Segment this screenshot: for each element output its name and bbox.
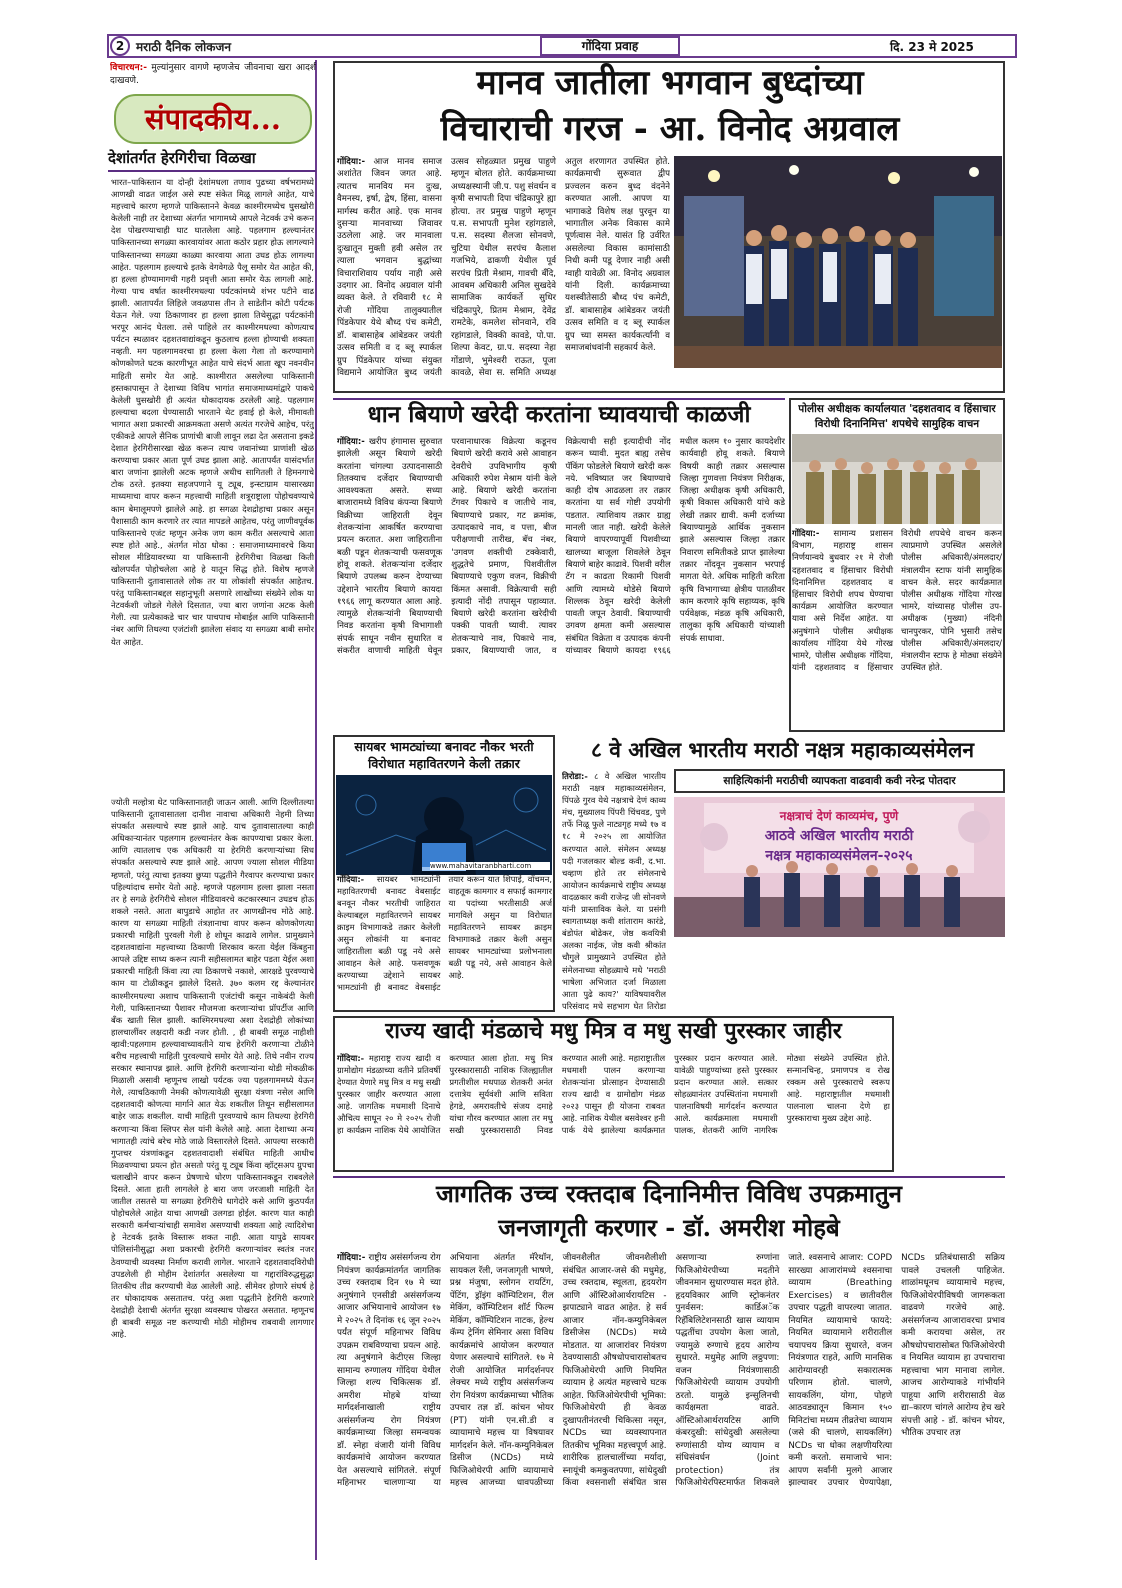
lead-headline-line2: विचाराची गरज - आ. विनोद अग्रवाल: [440, 109, 900, 149]
seed-dateline: गोंदिया:-: [337, 437, 365, 447]
police-dateline: गोंदिया:-: [792, 528, 820, 538]
newspaper-name: मराठी दैनिक लोकजन: [136, 40, 232, 54]
sahitya-subhead: साहित्यिकांनी मराठीची व्यापकता वाढवावी कवी नरेन्द्र पोतदार: [723, 775, 956, 787]
health-headline-line1: जागतिक उच्च रक्तदाब दिनानिमीत्त विविध उपक्रमातुन: [436, 1179, 902, 1208]
lead-body: [337, 156, 670, 390]
police-photo-illustration: [792, 434, 1002, 524]
sahitya-photo: [674, 797, 1005, 937]
editorial-divider: [108, 170, 316, 172]
editorial-body-2: ज्योती मल्होत्रा थेट पाकिस्तानातही जाऊन आली. आणि दिल्लीतल्या पाकिस्तानी दूतावासातला दानीश नावाचा अधिकारी नेहमी तिच्या संपर्कात असल्याचे स्पष्ट झाले आहे. याच दुतावासातल्या काही अधिकाऱ्यानंतर पहलगाम हल्ल्यानंतर केक कापण्याचा प्रकार केला. आणि त्यातलाच एक अधिकारी या हेरगिरी करणाऱ्यांच्या सिध संपर्कात असल्याचे स्पष्ट झाले आहे. आपण ज्याला सोशल मीडिया म्हणतो, परंतु त्याचा इतक्या छुप्या पद्धतीने गैरवापर करण्याचा प्रकार पहिल्यांदाच समोर येतो आहे. म्हणजे पहलगाम हल्ला झाला नसता तर हे सगळे हेरगिरीचे सोशल मीडियावरचे कटकारस्थान उघडच होऊ शकले नसते. आता बापुडाचे आहोत तर आणखीनच मोठे आहे. कारण या सगळ्या माहिती तंत्रज्ञानाचा वापर करून कोणकोणत्या प्रकारची माहिती पुरवली गेली हे शोधून काढावे लागेल. प्रामुख्याने दहशतवाद्यांना महत्त्वाच्या ठिकाणी शिरकाव करता येईल किंबहुना आपले उद्दिष्ट साध्य करून त्यानी सहीसलामत बाहेर पडता येईल अशा प्रकारची माहिती किंवा त्या त्या ठिकाणचे नकाशे, आरक्षडे पुरवण्याचे काम या टोळीकडून झालेले दिसते. ३७० कलम रद्द केल्यानंतर काश्मीरमधल्या अशाच पाकिस्तानी एजंटांची कसून नाकेबंदी केली गेली, पाकिस्तानच्या पैशावर मौजमजा करणाऱ्यांचा प्रॉपर्टीज आणि बँक खाती सिल झाली. काश्मिरमधल्या अशा देशद्रोही लोकांच्या हालचालींवर लक्षदारी कडी नजर होती. , ही बाबवी समूळ नाहीशी व्हावी:पहलगाम हल्ल्यावाच्यावतीने याच हेरगिरी करणाऱ्या टोळीने बरीच महत्त्वाची माहिती पुरवल्याचे समोर येते आहे. तिथे नवीन राज्य सरकार स्थानापन्न झाले. आणि हेरगिरी करणाऱ्यांना थोडी मोकळीक मिळाली असावी म्हणूनच लाखो पर्यटक ज्या पहलगाममध्ये येऊन गेले, त्याचठिकाणी नेमकी कोणत्यावेळी सुरक्षा यंत्रणा नसेल आणि दहशतवादी कोणत्या मार्गाने आत येऊ शकतील तिथून सहीसलामत बाहेर जाऊ शकतील. याची माहिती पुरवण्याचे काम तिथल्या हेरगिरी करणाऱ्या किंवा स्लिपर सेल यांनी केलेले आहे. आता देशाच्या अन्य भागातही त्यांचे बरेच मोठे जाळे विस्तारलेले दिसते. आपल्या सरकारी गुप्तचर यंत्रणांकडून दहशतवादाशी संबंधित माहिती आधीच मिळवण्याचा प्रयत्न होत असतो परंतु यू ट्यूब किंवा व्हॉट्सअप ग्रुपचा चलाखीने वापर करून प्रेषणाचे धोरण पाकिस्तानकडून राबवलेले दिसते. आता हाती लागलेले हे बारा जण जरजाशी माहिती देत जातील तसतसे या सगळ्या हेरगिरीचे धागेदोरे कसे आणि कुठपर्यंत पोहोचलेले आहेत याचा आणखी उलगडा होईल. कारण यात काही सरकारी कर्मचाऱ्यांचाही समावेश असण्याची शक्यता आहे त्यादिशेचा हे नेटवर्क इतके विस्तारू शकत नाही. आता यापुढे सायबर पोलिसांनीसुद्धा अशा प्रकारची हेरगिरी करणाऱ्यांवर स्वतंत्र नजर ठेवण्याची व्यवस्था निर्माण करावी लागेल. भारताने दहशतवादविरोधी उपडलेली ही मोहीम देशांतर्गत असलेल्या या गद्दारांविरुद्धसुद्धा तितकीच तीव्र करण्याची वेळ आलेली आहे. सीमेवर होणारे संघर्ष हे तर धोकादायक असतातच. परंतु अशा पद्धतीने हेरगिरी करणारे देशद्रोही देशाची अंतर्गत सुरक्षा व्यवस्थाच पोखरत असतात. म्हणूनच ही बाबवी समूळ नष्ट करण्याची मोठी मोहीमच राबवावी लागणार आहे.: [111, 797, 314, 1340]
cyber-headline: सायबर भामट्यांच्या बनावट नौकर भरती विरोधात महावितरणने केली तक्रार: [354, 739, 534, 771]
khadi-body: [337, 1052, 890, 1170]
police-body-text: सामान्य प्रशासन विभाग, महाराष्ट्र शासन निर्णयान्वये बुधवार २१ मे रोजी दहशतवाद व हिंसाचार विरोधी दिनानिमित्त दहशतवाद व हिंसाचार विरोधी शपथ घेण्याचा कार्यक्रम आयोजित करण्यात यावा असे निर्देश आहेत. या अनुषंगाने पोलीस अधीक्षक कार्यालय गोंदिया येथे गोरख भामरे, पोलीस अधीक्षक गोंदिया, यांनी दहशतवाद व हिंसाचार विरोधी शपथेचे वाचन करून त्याप्रमाणे उपस्थित असलेले पोलीस अधिकारी/अंमलदार/मंत्रालयीन स्टाफ यांनी सामुहिक वाचन केले. सदर कार्यक्रमात पोलीस अधीक्षक गोंदिया गोरख भामरे, यांच्यासह पोलीस उप-अधीक्षक (मुख्या) नंदिनी चानपुरकर, पोनि भुसारी तसेच पोलीस अधिकारी/अंमलदार/मंत्रालयीन स्टाफ हे मोठ्या संख्येने उपस्थित होते.: [792, 528, 1002, 673]
police-photo: [792, 434, 1002, 524]
police-headline: पोलीस अधीक्षक कार्यालयात 'दहशतवाद व हिंसाचार विरोधी दिनानिमित्त' शपथेचे सामुहिक वाचन: [798, 403, 996, 430]
editorial-banner-text: संपादकीय...: [145, 102, 281, 136]
cyber-dateline: गोंदिया:-: [337, 874, 365, 884]
lead-body-text: आज मानव समाज अशांतेत जिवन जगत आहे. त्यातच मानविय मन दुःख, वैमनस्य, इर्षा, द्वेष, हिंसा, वासना मार्गस्थ करीत आहे. एक मानव दुसऱ्या मानवाच्या जिवावर उठलेला आहे. जर मानवाला दुःखातून मुक्ती हवी असेल तर त्याला भगवान बुद्धांच्या विचाराशिवाय पर्याय नाही असे उदगार आ. विनोद अग्रवाल यांनी व्यक्त केले. ते रविवारी १८ मे रोजी गोंदिया तालुक्यातील पिंडकेपार येथे बौध्द पंच कमेटी, डॉ. बाबासाहेब आंबेडकर जयंती उत्सव समिती व द ब्लू स्पार्कल ग्रुप पिंडकेपार यांच्या संयुक्त विद्यमाने आयोजित बुध्द जयंती उत्सव सोहळ्यात प्रमुख पाहुणे म्हणून बोलत होते. कार्यक्रमाच्या अध्यक्षस्थानी जी.प. पशु संवर्धन व कृषी सभापती दिपा चंद्रिकापुरे ह्या होत्या. तर प्रमुख पाहुणे म्हणून प.स. सभापती मुनेश रहांगडाले, प.स. सदस्या शैलजा सोनवणे, चुटिया येथील सरपंच कैलाश गजभिये, ढाकणी येथील पूर्व सरपंच प्रिती मेश्राम, गावची बँदि, आवबम अधिकारी अनिल सुखदेवे सामाजिक कार्यकर्ते सुधिर चंद्रिकापुरे, प्रितम मेश्राम, देवेंद्र रामटेके, कमलेश सोनवाने, रवि रहांगडाले, विक्की कावडे, पो.पा. शिल्पा केवट, ग्रा.प. सदस्या नेहा गोंडाणे, भुमेश्वरी राऊत, पूजा कावळे, सेवा स. समिति अध्यक्ष अतुल शरणागत उपस्थित होते. कार्यक्रमाची सुरूवात द्वीप प्रज्वलन करुन बुध्द वंदनेने करण्यात आली. आपण या भागाकडे विशेष लक्ष पुरवून या भागातील अनेक विकास कामे पूर्णत्वास नेले. यासंत हि उर्वरित असलेल्या विकास कामांसाठी निधी कमी पडू देणार नाही असी ग्वाही यावेळी आ. विनोद अग्रवाल यांनी दिली. कार्यक्रमाच्या यशस्वीतेसाठी बौध्द पंच कमेटी, डॉ. बाबासाहेब आंबेडकर जयंती उत्सव समिति व द ब्लू स्पार्कल ग्रुप च्या समस्त कार्यकर्त्यांनी व समाजबांधवांनी सहकार्य केले.: [337, 157, 670, 378]
lead-dateline: गोंदिया:-: [337, 157, 366, 167]
cyber-body-text: सायबर भामट्यांनी महावितरणची बनावट वेबसाईट बनवून नौकर भरतीची जाहिरात केल्याबद्दल महावितरणने सायबर क्राइम विभागाकडे तक्रार केलेली असुन लोकांनी या बनावट जाहिरातीला बळी पडू नये असे आवाहन केले आहे. फसवणूक करण्याच्या उद्देशाने सायबर भामट्यांनी ही बनावट वेबसाईट तयार करून यात शिपाई, वॉचमन, वाहतूक कामगार व सफाई कामगार या पदांच्या भरतीसाठी अर्ज मागविले असुन या विरोधात महावितरणने सायबर क्राइम विभागाकडे तक्रार केली असुन सायबर भामट्यांच्या प्रलोभनाला बळी पडू नये, असे आवाहन केले आहे.: [337, 874, 552, 992]
sahitya-dateline: तिरोडा:-: [562, 771, 588, 781]
seed-body: [337, 436, 785, 730]
editorial-banner: [114, 94, 312, 144]
section-name: गोंदिया प्रवाह: [540, 36, 680, 56]
hacker-illustration: [336, 775, 552, 875]
khadi-dateline: गोंदिया:-: [337, 1053, 365, 1063]
khadi-body-text: महाराष्ट्र राज्य खादी व ग्रामोद्योग मंडळाच्या वतीने प्रतिवर्षी देण्यात येणारे मधु मित्र व मधु सखी पुरस्कार जाहीर करण्यात आला आहे. जागतिक मधमाशी दिनाचे औचित्य साधून २० मे २०२५ रोजी हा कार्यक्रम नाशिक येथे आयोजित करण्यात आला होता. मधु मित्र पुरस्कारासाठी नाशिक जिल्ह्यातील प्रगतीशील मधपाळ शेतकरी अनंत दत्तात्रेय सूर्यवंशी आणि सविता हेगडे, अमरावतीचे संजय दमाहे यांचा गौरव करण्यात आला तर मधु सखी पुरस्कारासाठी निवड करण्यात आली आहे. महाराष्ट्रातील मधमाशी पालन करणाऱ्या शेतकऱ्यांना प्रोत्साहन देण्यासाठी राज्य खादी व ग्रामोद्योग मंडळ २०२३ पासून ही योजना राबवत आहे. नाशिक येथील बसवेश्वर हनी पार्क येथे झालेल्या कार्यक्रमात पुरस्कार प्रदान करण्यात आले. यावेळी पाहुण्यांच्या हस्ते पुरस्कार प्रदान करण्यात आले. सत्कार सोहळ्यानंतर उपस्थितांना मधमाशी पालनाविषयी मार्गदर्शन करण्यात आले. कार्यक्रमाला मधमाशी पालक, शेतकरी आणि नागरिक मोठ्या संख्येने उपस्थित होते. सन्मानचिन्ह, प्रमाणपत्र व रोख रक्कम असे पुरस्काराचे स्वरूप आहे. महाराष्ट्रातील मधमाशी पालनाला चालना देणे हा पुरस्काराचा मुख्य उद्देश आहे.: [337, 1053, 890, 1135]
seed-body-text: खरीप हंगामास सुरुवात झालेली असून बियाणे खरेदी करतांना चांगल्या उत्पादनासाठी तितक्याच दर्जेदार बियाण्याची आवश्यकता असते. सध्या बाजारामध्ये विविध कंपन्या बियाणे विक्रीच्या जाहिराती देवून शेतकऱ्यांना आकर्षित करण्याचा प्रयत्न करतात. अशा जाहिरातीना बळी पडून शेतकऱ्याची फसवणूक होवू शकते. शेतकऱ्यांना दर्जेदार बियाणे उपलब्ध करुन देण्याच्या उद्देशाने भारतीय बियाणे कायदा १९६६ लागू करण्यात आला आहे. त्यामुळे शेतकऱ्यांनी बियाण्याची निवड करतांना कृषी विभागाशी संपर्क साधून नवीन सुधारित व संकरीत वाणाची माहिती घेवून परवानाधारक विक्रेत्या कडूनच बियाणे खरेदी करावे असे आवाहन देवरीचे उपविभागीय कृषी अधिकारी रुपेश मेश्राम यांनी केले आहे. बियाणे खरेदी करतांना टॅगवर पिकाचे व जातीचे नाव, बियाण्याचे प्रकार, गट क्रमांक, उत्पादकाचे नाव, व पत्ता, बीज परीक्षणाची तारीख, बॅच नंबर, 'उगवण शक्तीची टक्केवारी, शुद्धतेचे प्रमाण, पिशवीतील बियाण्याचे एकुण वजन, विक्रीची किंमत असावी. विक्रेत्याची सही इत्यादी नोंदी तपासून पहाव्यात. बियाणे खरेदी करतांना खरेदीची पक्की पावती घ्यावी. त्यावर शेतकऱ्याचे नाव, पिकाचे नाव, प्रकार, बियाण्याची जात, व विक्रेत्याची सही इत्यादीची नोंद करून घ्यावी. मुदत बाह्य तसेच पॅकिंग फोडलेले बियाणे खरेदी करू नये. भविष्यात जर बियाण्याचे काही दोष आढळला तर तक्रार करतांना या सर्व गोष्टी उपयोगी पडतात. त्याशिवाय तक्रार ग्राह्य मानली जात नाही. खरेदी केलेले बियाणे वापरण्यापूर्वी पिशवीच्या खालच्या बाजूला शिवलेले ठेवून बियाणे बाहेर काढावे. पिशवी वरील टॅग न काढता रिकामी पिशवी आणि त्यामध्ये थोडेसे बियाणे शिल्लक ठेवून खरेदी केलेली पावती जपून ठेवावी. बियाण्याची उगवण क्षमता कमी असल्यास संबंधित विक्रेता व उत्पादक कंपनी यांच्यावर बियाणे कायदा १९६६ मधील कलम १० नुसार कायदेशीर कार्यवाही होवू शकते. बियाणे विषयी काही तक्रार असल्यास जिल्हा गुणवत्ता नियंत्रण निरीक्षक, जिल्हा अधीक्षक कृषी अधिकारी, कृषी विकास अधिकारी यांचे कडे लेखी तक्रार द्यावी. कमी दर्जाच्या बियाण्यामुळे आर्थिक नुकसान झाले असल्यास जिल्हा तक्रार निवारण समितीकडे प्राप्त झालेल्या तक्रार नोंदवून नुकसान भरपाई मागता येते. अधिक माहिती करिता कृषि विभागाच्या क्षेत्रीय पातळीवर काम करणारे कृषि सहाय्यक, कृषि पर्यवेक्षक, मंडळ कृषि अधिकारी, तालुका कृषि अधिकारी यांच्याशी संपर्क साधावा.: [337, 437, 785, 657]
lead-photo-illustration: [674, 156, 1002, 368]
health-headline-line2: जनजागृती करणार - डॉ. अमरीश मोहबे: [498, 1213, 840, 1242]
sahitya-body-col3: [898, 940, 1005, 1172]
sahitya-body-text: ८ वे अखिल भारतीय मराठी नक्षत्र महाकाव्यसंमेलन, पिंपळे गुरव येथे नक्षत्राचे देणं काव्य मंच, मुख्यालय पिंपरी चिंचवड, पुणे तर्फे निळू फुले नाट्यगृह मध्ये १७ व १८ मे २०२५ ला आयोजित करण्यात आले. संमेलन अध्यक्ष पदी गजलकार बोल्ड कवी, द.भा. चव्हाण होते तर संमेलनाचे आयोजन कार्यक्रमाचे राष्ट्रीय अध्यक्ष वादळकार कवी राजेन्द्र जी सोनवणे यांनी प्रास्ताविक केले. या प्रसंगी स्वागताध्यक्ष कवी शांताराम कारंडे, बंडोपंत बोढेकर, जेष्ठ कवयित्री अलका नाईक, जेष्ठ कवी श्रीकांत चौगुले प्रामुख्याने उपस्थित होते संमेलनाच्या सोहळ्याचे मधे 'मराठी भाषेला अभिजात दर्जा मिळाला आता पुढे काय?' याविषयावरील परिसंवाद मधे सहभाग घेत तिरोडा: [562, 771, 666, 1010]
cyber-photo: [336, 775, 552, 875]
health-dateline: गोंदिया:-: [337, 1253, 366, 1263]
thought-text: मुल्यांनुसार वागणे म्हणजेच जीवनाचा खरा आदर्श दाखवणे.: [110, 63, 316, 86]
seed-top-rule: [333, 398, 785, 400]
sahitya-headline: ८ वे अखिल भारतीय मराठी नक्षत्र महाकाव्यसंमेलन: [591, 737, 974, 762]
cyber-image-caption: www.mahavitaranbharti.com: [430, 862, 550, 870]
police-body: [792, 527, 1002, 729]
stage-banner-line3: नक्षत्र महाकाव्यसंमेलन-२०२५: [765, 848, 913, 864]
sahitya-body-col1: [562, 770, 666, 1010]
health-top-rule: [333, 1176, 1005, 1178]
lead-headline-line1: मानव जातीला भगवान बुध्दांच्या: [476, 63, 864, 103]
thought-of-day: [110, 62, 316, 90]
health-body-text: राष्ट्रीय असंसर्गजन्य रोग नियंत्रण कार्यक्रमांतर्गत जागतिक उच्च रक्तदाब दिन १७ मे च्या अनुषंगाने एनसीडी असंसर्गजन्य आजार अभियानाचे आयोजन १७ मे २०२५ ते दिनांक १६ जून २०२५ पर्यंत संपूर्ण महिनाभर विविध उपक्रम राबविण्याचा प्रयत्न आहे. त्या अनुषंगाने केटीएस जिल्हा सामान्य रुग्णालय गोंदिया येथील जिल्हा शल्य चिकित्सक डॉ. अमरीश मोहबे यांच्या मार्गदर्शनाखाली राष्ट्रीय असंसर्गजन्य रोग नियंत्रण कार्यक्रमाच्या जिल्हा समन्वयक डॉ. स्नेहा वंजारी यांनी विविध कार्यक्रमांचे आयोजन करण्यात येत असल्याचे सांगितले. संपूर्ण महिनाभर चालणाऱ्या या अभियाना अंतर्गत मॅरेथॉन, सायकल रॅली, जनजागृती भाषणे, प्रश्न मंजुषा, स्लोगन रायटिंग, पेंटिंग, ड्रॉइंग कॉम्पिटिशन, रील मेकिंग, कॉम्पिटिशन शॉर्ट फिल्म मेकिंग, कॉम्पिटिशन नाटक, हेल्थ कॅम्प ट्रेनिंग सेमिनार असा विविध कार्यक्रमांचे आयोजन करण्यात येणार असल्याचे सांगितले. १७ मे रोजी आयोजित मार्गदर्शनपर लेक्चर मध्ये राष्ट्रीय असंसर्गजन्य रोग नियंत्रण कार्यक्रमाच्या भौतिक उपचार तज्ञ डॉ. कांचन भोयर (PT) यांनी एन.सी.डी व व्यायामाचे महत्त्व या विषयावर मार्गदर्शन केले. नॉन-कम्युनिकेबल डिसीज (NCDs) मध्ये फिजिओथेरपी आणि व्यायामाचे महत्त्व आजच्या धावपळीच्या जीवनशैलीत जीवनशैलीशी संबंधित आजार-जसे की मधुमेह, उच्च रक्तदाब, स्थूलता, हृदयरोग आणि ऑस्टिओआर्थरायटिस - झपाट्याने वाढत आहेत. हे सर्व आजार नॉन-कम्युनिकेबल डिसीजेस (NCDs) मध्ये मोडतात. या आजारांवर नियंत्रण ठेवण्यासाठी औषधोपचारासोबतच फिजिओथेरपी आणि नियमित व्यायाम हे अत्यंत महत्त्वाचे घटक आहेत. फिजिओथेरपीची भूमिका: फिजिओथेरपी ही केवळ दुखापतीनंतरची चिकित्सा नसून, NCDs च्या व्यवस्थापनात तितकीच भूमिका महत्त्वपूर्ण आहे. शारीरिक हालचालींच्या मर्यादा, स्नायूंची कमकुवतपणा, सांधेदुखी किंवा श्वसनाशी संबंधित त्रास असणाऱ्या रुग्णांना फिजिओथेरपीच्या मदतीने जीवनमान सुधारण्यास मदत होते. हृदयविकार आणि स्ट्रोकनंतर पुनर्वसन: कार्डिअॅक रिहॅबिलिटेशनसाठी खास व्यायाम पद्धतींचा उपयोग केला जातो, ज्यामुळे रुग्णाचे हृदय आरोग्य सुधारते. मधुमेह आणि लठ्ठपणा: वजन नियंत्रणासाठी फिजिओथेरपी व्यायाम उपयोगी ठरतो. यामुळे इन्सुलिनची कार्यक्षमता वाढते. ऑस्टिओआर्थरायटिस आणि कंबरदुखी: सांधेदुखी असलेल्या रुग्णांसाठी योग्य व्यायाम व संधिसंवर्धन (Joint protection) तंत्र फिजिओथेरपिस्टमार्फत शिकवले जाते. श्वसनाचे आजार: COPD सारख्या आजारांमध्ये श्वसनाचा व्यायाम (Breathing Exercises) व छातीवरील उपचार पद्धती वापरल्या जातात. नियमित व्यायामाचे फायदे: नियमित व्यायामाने शरीरातील चयापचय क्रिया सुधारते, वजन नियंत्रणात राहते, आणि मानसिक आरोग्यावरही सकारात्मक परिणाम होतो. चालणे, सायकलिंग, योगा, पोहणे आठवड्यातून किमान १५० मिनिटांचा मध्यम तीव्रतेचा व्यायाम (जसे की चालणे, सायकलिंग) NCDs चा धोका लक्षणीयरित्या कमी करतो. समाजाचे भान: आपण सर्वांनी मुलगे आजार झाल्यावर उपचार घेण्यापेक्षा, NCDs प्रतिबंधासाठी सक्रिय पावले उचलली पाहिजेत. शाळांमधूनच व्यायामाचे महत्त्व, फिजिओथेरपीविषयी जागरूकता वाढवणे गरजेचे आहे. असंसर्गजन्य आजारावरचा प्रभाव कमी करायचा असेल, तर औषधोपचारासोबत फिजिओथेरपी व नियमित व्यायाम हा उपचाराचा महत्त्वाचा भाग मानावा लागेल. आजच आरोग्याकडे गांभीर्याने पाहूया आणि शरीरासाठी वेळ द्या–कारण चांगले आरोग्य हेच खरे संपत्ती आहे - डॉ. कांचन भोयर, भौतिक उपचार तज्ञ: [337, 1253, 1005, 1488]
seed-headline: धान बियाणे खरेदी करतांना घ्यावयाची काळजी: [367, 401, 751, 428]
lead-photo: [674, 156, 1002, 368]
health-body: [337, 1252, 1005, 1558]
thought-label: विचारधन:-: [110, 63, 147, 73]
issue-date: दि. 23 मे 2025: [890, 40, 974, 54]
sahitya-subhead-box: [674, 769, 1005, 793]
stage-banner-line2: आठवे अखिल भारतीय मराठी: [764, 828, 914, 844]
khadi-headline: राज्य खादी मंडळाचे मधु मित्र व मधु सखी पुरस्कार जाहीर: [385, 1018, 842, 1044]
editorial-body-1: भारत–पाकिस्तान या दोन्ही देशांमधला तणाव पुढच्या वर्षभरामध्ये आणखी वाढत जाईल असे स्पष्ट संकेत मिळू लागले आहेत, याचे महत्त्वाचे कारण म्हणजे पाकिस्तानने केवळ काश्मीरमध्येच घुसखोरी केलेली नाही तर देशाच्या अंतर्गत भागामध्ये आपले नेटवर्क उभे करून देश पोखरण्याचाही घाट घातलेला आहे. पहलगाम हल्ल्यानंतर पाकिस्तानच्या सगळ्या कारवायांवर आता कठोर प्रहार होऊ लागल्याने पाकिस्तानच्या सगळ्या काळ्या कारवाया आता उघड होऊ लागल्या आहेत. पहलगाम हल्ल्याचे इतके वेगवेगळे पैलू समोर येत आहेत की, हा हल्ला होण्यामागची गहरी प्रवृत्ती आता समोर येऊ लागली आहे. गेल्या पाच वर्षात काश्मीरमधल्या पर्यटकांमध्ये शंभर पटीने वाढ झाली. आतापर्यंत लिहिले जवळपास तीन ते साडेतीन कोटी पर्यटक येऊन गेले. ज्या ठिकाणावर हा हल्ला झाला तिथेसुद्धा पर्यटकांनी भरपूर आनंद घेतला. तसे पाहिले तर काश्मीरमधल्या कोणत्याच पर्यटन स्थळावर दहशतवाद्यांकडून कुठलाच हल्ला होण्याची शक्यता नव्हती. मग पहलगामवरचा हा हल्ला केला गेला तो करण्यामागे कोणकोणते घटक कारणीभूत आहेत याचे संदर्भ आता खूप नवनवीन माहिती समोर येत आहे. काश्मीरात असलेल्या पाकिस्तानी हस्तकापासून ते देशाच्या विविध भागांत समाजमाध्यमांद्वारे पाकचे केलेली घुसखोरी ही अत्यंत धोकादायक ठरलेली आहे. पहलगाम हल्ल्याचा बदला घेण्यासाठी भारताने थेट हवाई हो केले, मीमावती भागात अशा प्रकारची आक्रमकता असणे अत्यंत गरजेचे आहेच, परंतु एकीकडे आपले सैनिक प्राणांची बाजी लावून लढा देत असताना इकडे देशात हेरगिरीसारखा खेळ करून त्याच जवानांच्या प्राणांशी खेळ करण्याचा प्रकार आता पूर्ण उघड झाला आहे. आतापर्यंत यासंदर्भात बारा जणांना झालेली अटक म्हणजे अधीच सागितली ते हिमनगाचे टोक ठरते. इतक्या सहजपणाने यू ट्यूब, इन्स्टाग्राम यासारख्या माध्यमाचा वापर करून महत्त्वाची माहिती शत्रूराष्ट्राला पोहोचवण्याचे काम बेमालूमपणे झालेले आहे. हा सगळा देशद्रोहाचा प्रकार असून पैशासाठी काम करणारे तर त्यात मापडले आहेतच, परंतु जाणीवपूर्वक पाकिस्तानचे एजंट म्हणून अनेक जण काम करीत असल्याचे आता स्पष्ट होते आहे., अंतर्गत मोठा धोका : समाजमाध्यमावरचे किया सोशल मीडियावरच्या या पाकिस्तानी हेरगिरीचा विळखा किती खोलपर्यंत पोहोचलेला आहे हे यातून सिद्ध होते. विशेष म्हणजे पाकिस्तानी दुतावासातले लोक तर या लोकांशी संपर्कात आहेतच. परंतु पाकिस्तानबद्दल सहानुभूती असणारे लाखोंच्या संख्येने लोक या नेटवर्कशी जोडले गेलेले दिसतात, ज्या बारा जणांना अटक केली गेली. त्या प्रत्येकाकडे चार चार पाचपाच मोबाईल आणि पाकिस्तानी नंबर आणि तिथल्या एजंटांशी झालेला संवाद या सगळ्या बाबी समोर येत आहेत.: [111, 177, 314, 647]
editorial-title: देशांतर्गत हेरगिरीचा विळखा: [108, 149, 256, 167]
cyber-body: [337, 873, 552, 1009]
page-number: 2: [110, 36, 130, 56]
stage-banner-line1: नक्षत्राचं देणं काव्यमंच, पुणे: [779, 809, 899, 823]
